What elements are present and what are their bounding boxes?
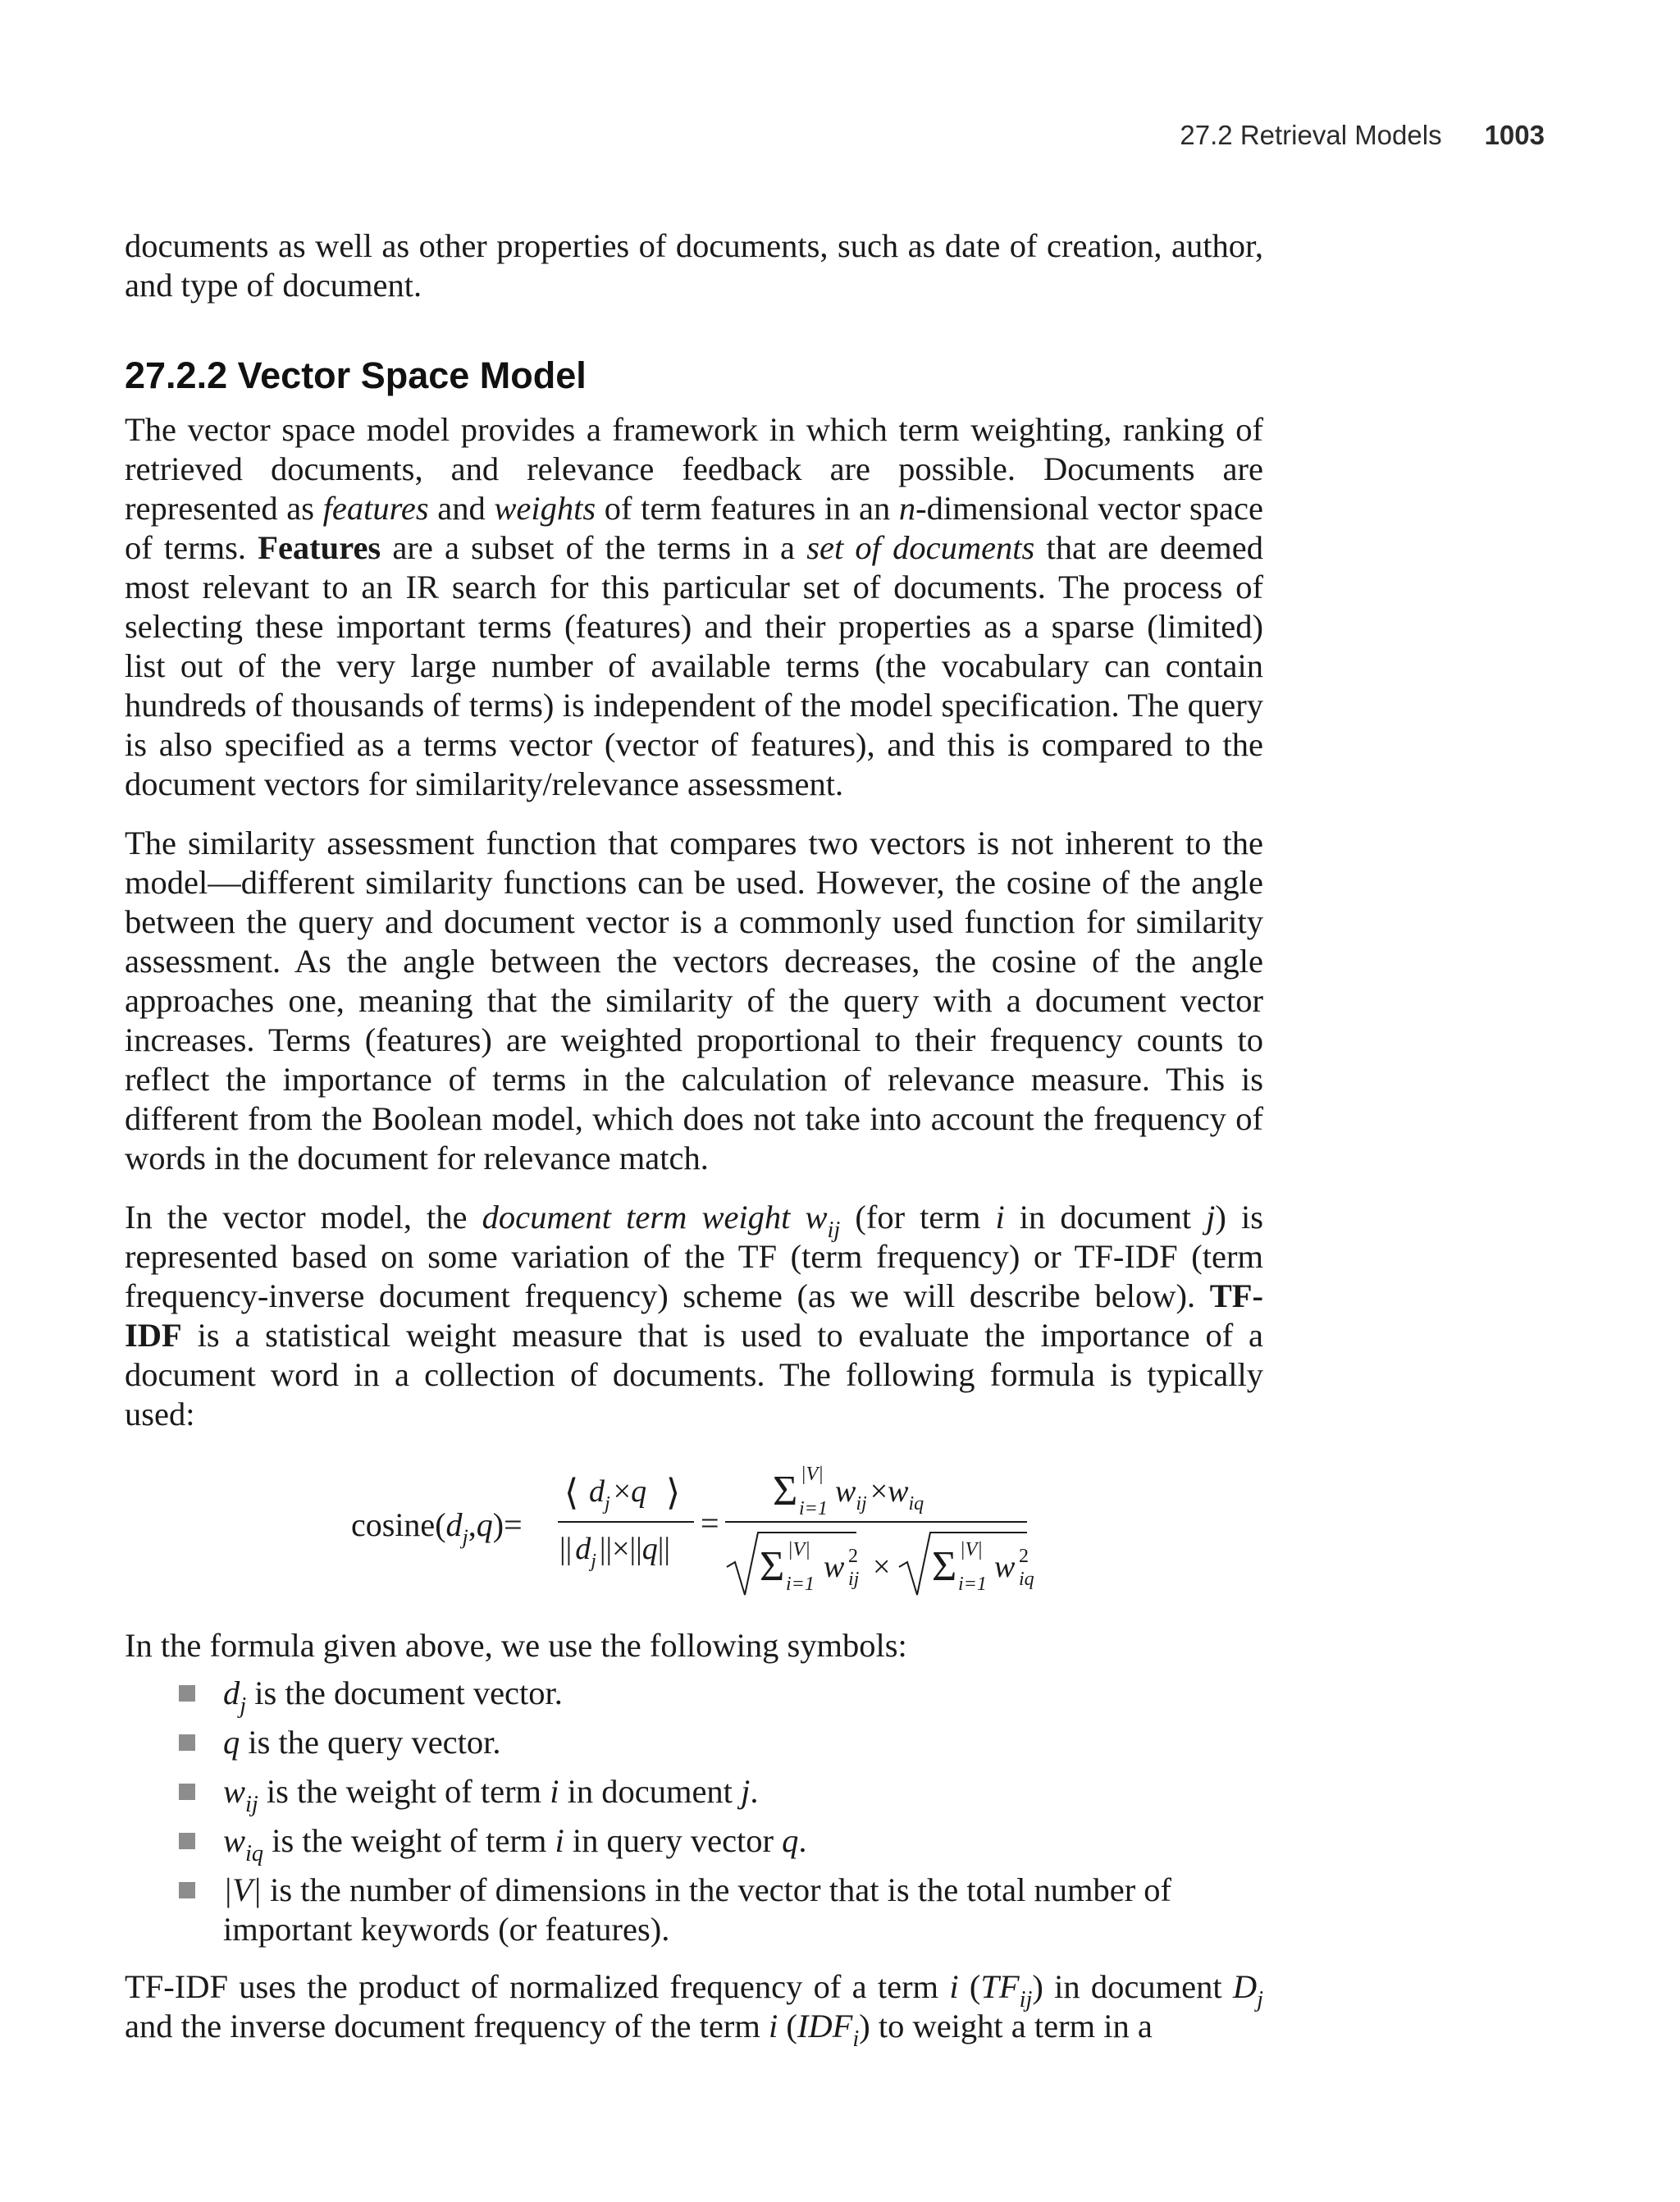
text-run: The vector space model provides a framework in which term weighting, ranking of retrieved documents, and relevance feedback are possible. Documents are represented as: [125, 411, 1263, 527]
sum-upper-limit: |V|: [960, 1539, 983, 1560]
var-w: w: [223, 1773, 246, 1810]
paragraph-tfidf: [125, 1967, 1263, 2052]
subscript: j: [1257, 1986, 1263, 2012]
formula-lhs: $cosine(d_j,q)=$: [351, 1506, 523, 1549]
sum-upper-limit: |V|: [801, 1464, 824, 1485]
subscript: iq: [245, 1840, 264, 1866]
cosine-formula: [125, 1454, 1263, 1610]
term-features: features: [322, 490, 429, 527]
term-document-term-weight: document term weight w: [482, 1199, 828, 1236]
list-item-text: in document: [559, 1773, 742, 1810]
sum-symbol: Σ: [932, 1543, 957, 1590]
paragraph-vector-space-model: [125, 410, 1263, 804]
subscript: ij: [827, 1217, 841, 1243]
sum-symbol: Σ: [760, 1543, 785, 1590]
formula-num2: $w_{ij} \times w_{iq}$: [835, 1474, 924, 1514]
list-item: [125, 1772, 1263, 1817]
sum-lower-limit: i=1: [786, 1574, 815, 1595]
formula-times: ×: [873, 1550, 891, 1584]
formula-w: w: [994, 1550, 1016, 1584]
var-w: w: [223, 1822, 246, 1859]
var-TF: TF: [980, 1968, 1020, 2005]
list-item-text: is the query vector.: [240, 1724, 501, 1761]
formula-num1: $d_j \times q$: [589, 1474, 647, 1514]
text-run: and: [428, 490, 495, 527]
formula-equals: =: [701, 1505, 719, 1542]
var-i: i: [555, 1822, 564, 1859]
var-D: D: [1232, 1968, 1258, 2005]
var-i: i: [995, 1199, 1005, 1236]
formula-angle-bracket-left: ⟨: [564, 1473, 579, 1513]
subscript: ij: [1019, 1986, 1033, 2012]
symbols-list: [125, 1674, 1263, 1949]
text-run: (for term: [840, 1199, 996, 1236]
text-run: In the vector model, the: [125, 1199, 482, 1236]
term-set-of-documents: set of documents: [806, 529, 1035, 566]
list-item-text: in query vector: [564, 1822, 783, 1859]
var-j: j: [1206, 1199, 1216, 1236]
var-q: q: [782, 1822, 799, 1859]
paragraph-term-weight: [125, 1198, 1263, 1434]
var-q: q: [223, 1724, 240, 1761]
list-item-text: is the number of dimensions in the vector that is the total number of important keywords (or features).: [223, 1871, 1172, 1948]
subscript: i: [852, 2026, 860, 2052]
intro-paragraph: documents as well as other properties of documents, such as date of creation, author, and type of document.: [125, 227, 1263, 304]
text-run: is a statistical weight measure that is used to evaluate the importance of a document word in a collection of documents. The following formula is typically used:: [125, 1317, 1263, 1432]
page-number: 1003: [1484, 120, 1545, 150]
text-run: ) in document: [1032, 1968, 1233, 2005]
list-item-text: .: [750, 1773, 759, 1810]
bullet-square-icon: [179, 1734, 195, 1751]
list-item-text: is the weight of term: [258, 1773, 550, 1810]
list-item: [125, 1871, 1263, 1949]
list-item: [125, 1821, 1263, 1866]
list-item-text: .: [798, 1822, 807, 1859]
sum-symbol: Σ: [773, 1468, 798, 1514]
subscript: ij: [245, 1791, 258, 1817]
formula-squared: 2: [848, 1546, 858, 1567]
formula-squared: 2: [1019, 1546, 1029, 1567]
subscript: j: [240, 1693, 247, 1719]
text-run: and the inverse document frequency of the term: [125, 2008, 769, 2044]
running-head: [1180, 120, 1545, 151]
var-i: i: [949, 1968, 959, 2005]
var-j: j: [741, 1773, 751, 1810]
text-run: (: [958, 1968, 981, 2005]
var-d: d: [223, 1674, 240, 1711]
formula-w: w: [824, 1550, 845, 1584]
list-item: [125, 1674, 1263, 1719]
text-run: ) is represented based on some variation of the TF (term frequency) or TF-IDF (term frequency-inverse document frequency) scheme (as we will describe below).: [125, 1199, 1263, 1314]
var-i: i: [768, 2008, 778, 2044]
bullet-square-icon: [179, 1882, 195, 1898]
sum-lower-limit: i=1: [958, 1574, 987, 1595]
term-tfidf-bold: TF-IDF: [125, 1277, 1263, 1354]
bullet-square-icon: [179, 1784, 195, 1800]
formula-sub-ij: ij: [848, 1569, 860, 1590]
text-run: -dimensional vector space of terms.: [125, 490, 1263, 566]
symbols-intro: In the formula given above, we use the following symbols:: [125, 1627, 907, 1664]
formula-svg: [125, 1454, 1263, 1610]
running-head-section: 27.2 Retrieval Models: [1180, 120, 1442, 150]
list-item: [125, 1723, 1263, 1762]
sum-upper-limit: |V|: [788, 1539, 810, 1560]
bullet-square-icon: [179, 1685, 195, 1702]
var-i: i: [550, 1773, 559, 1810]
text-run: (: [778, 2008, 797, 2044]
paragraph-similarity: The similarity assessment function that compares two vectors is not inherent to the model—different similarity functions can be used. However, the cosine of the angle between the query and document vector is a commonly used function for similarity assessment. As the angle between the vectors decreases, the cosine of the angle approaches one, meaning that the similarity of the query with a document vector increases. Terms (features) are weighted proportional to their frequency counts to reflect the importance of terms in the calculation of relevance measure. This is different from the Boolean model, which does not take into account the frequency of words in the document for relevance match.: [125, 825, 1263, 1176]
var-n: n: [898, 490, 916, 527]
var-V: |V|: [223, 1871, 262, 1908]
text-run: ) to weight a term in a: [859, 2008, 1153, 2044]
section-heading: 27.2.2 Vector Space Model: [125, 354, 587, 396]
text-run: TF-IDF uses the product of normalized frequency of a term: [125, 1968, 950, 2005]
formula-den1: || $d_j$ ||×||q||: [559, 1532, 670, 1572]
formula-sub-iq: iq: [1019, 1569, 1034, 1590]
text-run: in document: [1004, 1199, 1207, 1236]
text-run: are a subset of the terms in a: [381, 529, 807, 566]
text-run: of term features in an: [596, 490, 899, 527]
text-run: that are deemed most relevant to an IR search for this particular set of documents. The process of selecting these important terms (features) and their properties as a sparse (limited) list out of the very large number of available terms (the vocabulary can contain hundreds of thousands of terms) is independent of the model specification. The query is also specified as a terms vector (vector of features), and this is compared to the document vectors for similarity/relevance assessment.: [125, 529, 1263, 802]
list-item-text: is the weight of term: [263, 1822, 555, 1859]
sum-lower-limit: i=1: [799, 1498, 828, 1519]
list-item-text: is the document vector.: [246, 1674, 563, 1711]
term-features-bold: Features: [258, 529, 381, 566]
bullet-square-icon: [179, 1833, 195, 1849]
term-weights: weights: [494, 490, 596, 527]
page-body: [125, 226, 1263, 2066]
formula-angle-bracket-right: ⟩: [666, 1473, 681, 1513]
var-IDF: IDF: [797, 2008, 853, 2044]
